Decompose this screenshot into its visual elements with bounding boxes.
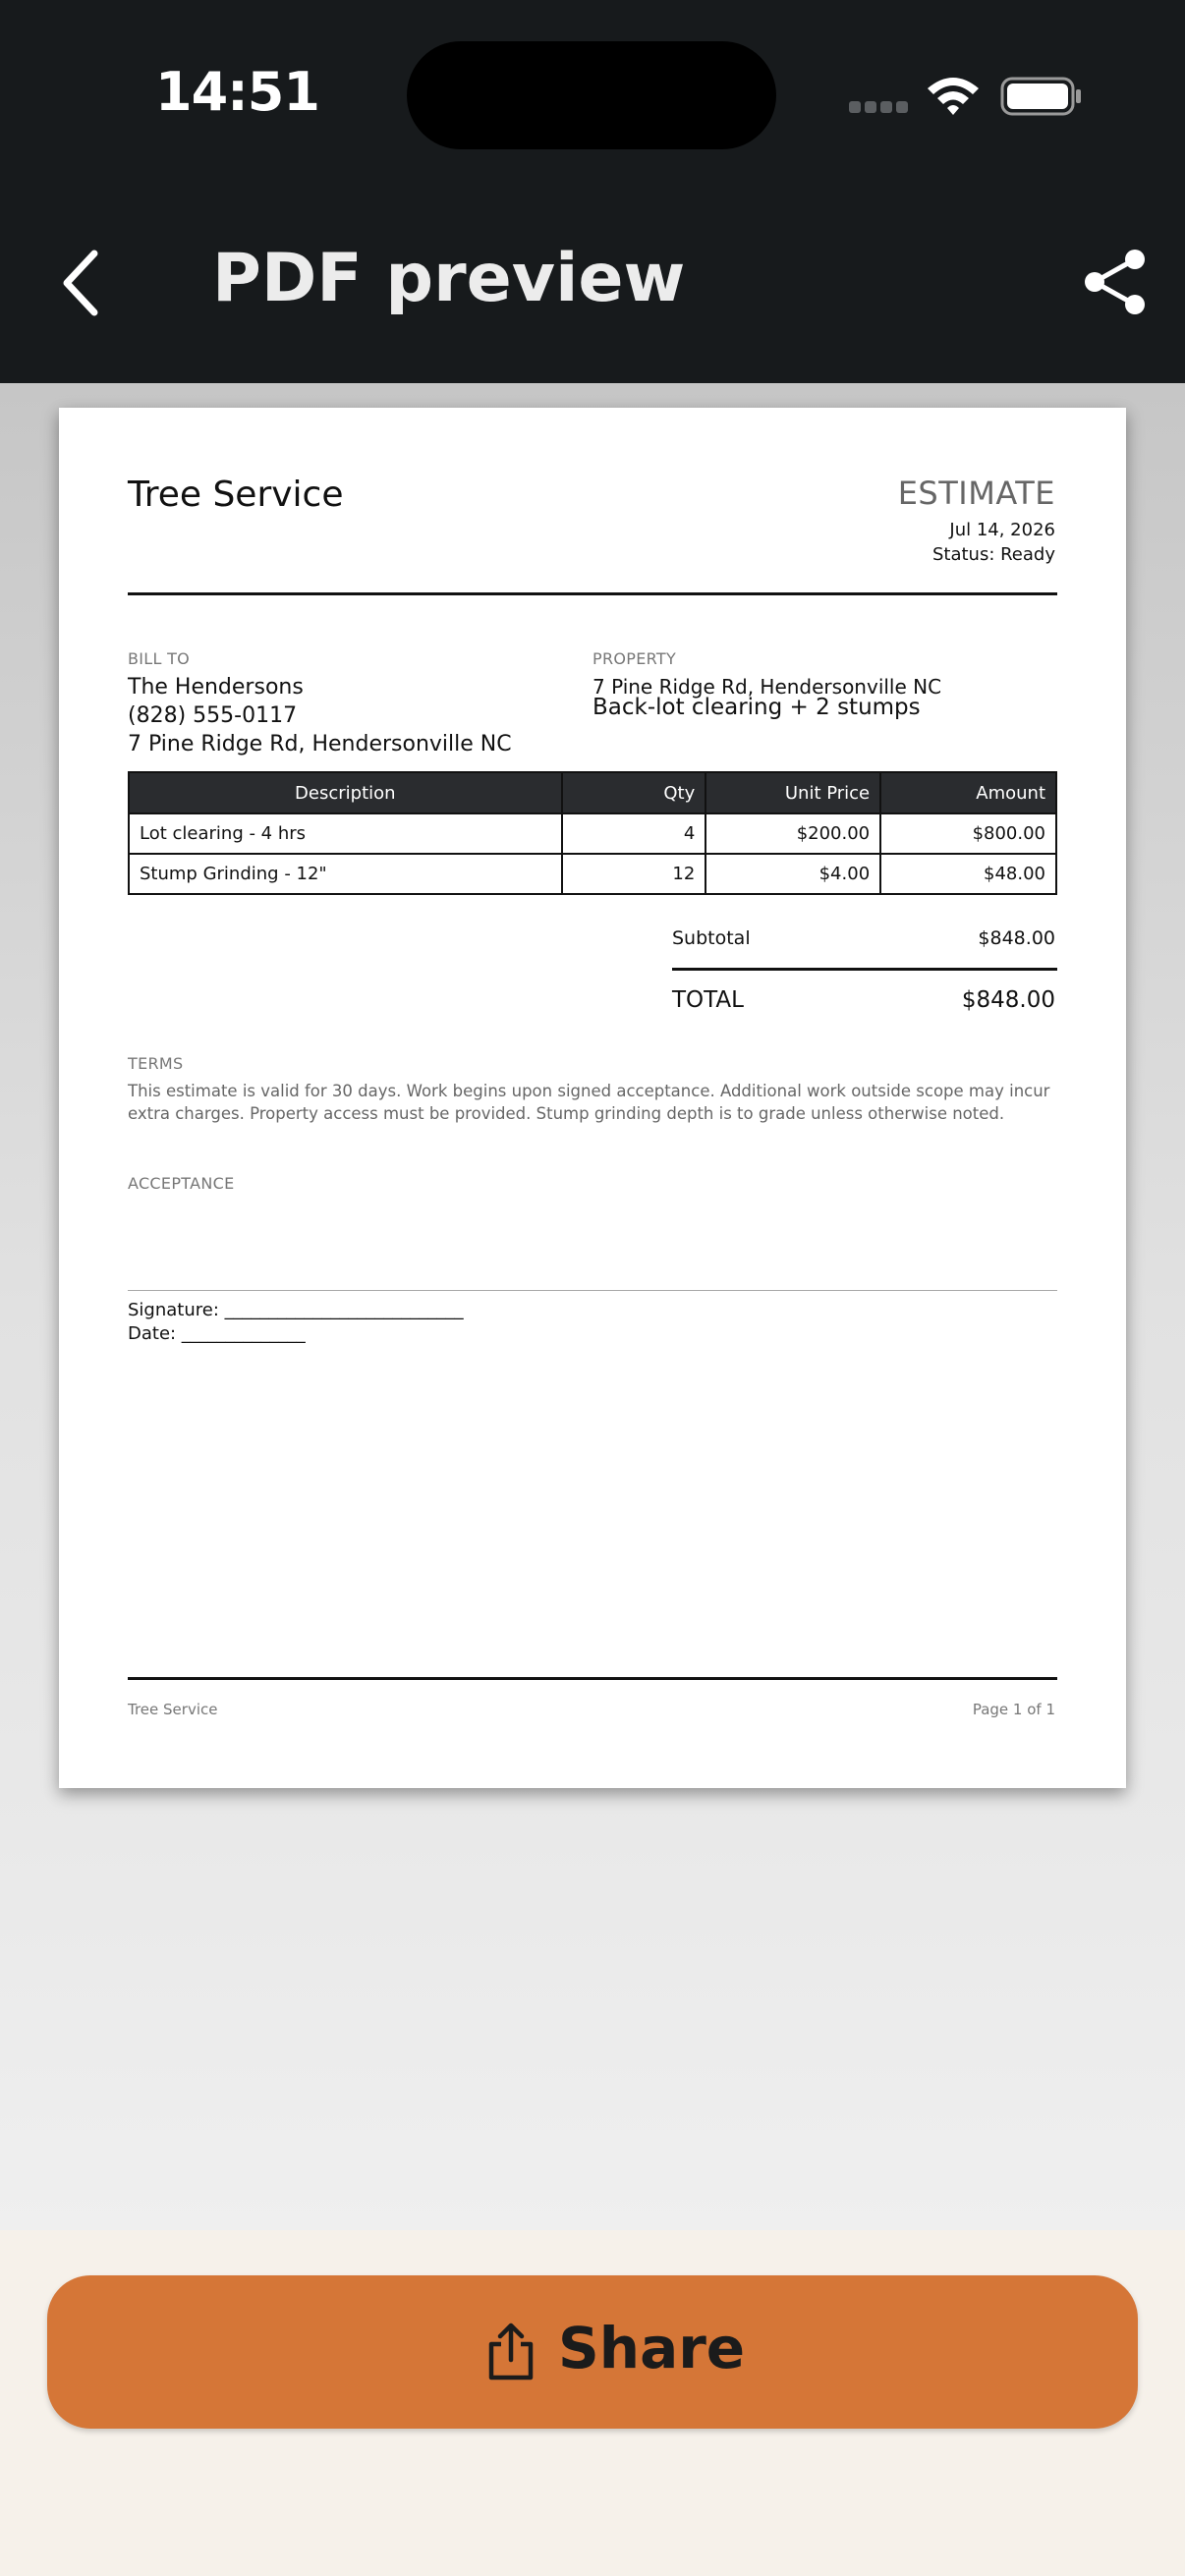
row-unit-price: $200.00 <box>705 813 880 854</box>
row-description: Stump Grinding - 12" <box>129 854 562 894</box>
footer-page-number: Page 1 of 1 <box>972 1701 1055 1718</box>
header-amount: Amount <box>880 772 1056 813</box>
signature-line: Signature: ___________________________ <box>128 1300 464 1320</box>
share-button[interactable] <box>47 2275 1138 2429</box>
row-amount: $800.00 <box>880 813 1056 854</box>
row-qty: 4 <box>562 813 706 854</box>
document-type: ESTIMATE <box>897 475 1055 512</box>
line-items-table <box>128 771 1057 895</box>
table-row <box>129 854 1056 894</box>
battery-icon <box>1000 77 1083 116</box>
acceptance-label: ACCEPTANCE <box>128 1174 235 1193</box>
table-row <box>129 813 1056 854</box>
bottom-action-bar <box>0 2230 1185 2576</box>
dynamic-island <box>407 41 776 149</box>
share-button-label: Share <box>558 2315 746 2381</box>
bill-to-label: BILL TO <box>128 649 191 668</box>
document-status: Status: Ready <box>931 544 1055 565</box>
row-qty: 12 <box>562 854 706 894</box>
total-divider <box>672 968 1057 971</box>
footer-company: Tree Service <box>128 1701 218 1718</box>
footer-divider <box>128 1677 1057 1680</box>
row-amount: $48.00 <box>880 854 1056 894</box>
total-value: $848.00 <box>961 987 1055 1013</box>
share-upload-icon <box>483 2323 538 2381</box>
pdf-page <box>59 408 1126 1788</box>
property-label: PROPERTY <box>592 649 677 668</box>
status-time: 14:51 <box>155 61 319 123</box>
app-header <box>0 0 1185 383</box>
header-qty: Qty <box>562 772 706 813</box>
header-unit-price: Unit Price <box>705 772 880 813</box>
total-label: TOTAL <box>672 987 744 1013</box>
wifi-icon <box>926 75 981 116</box>
acceptance-divider <box>128 1290 1057 1291</box>
bill-to-name: The Hendersons <box>128 675 304 700</box>
property-address: 7 Pine Ridge Rd, Hendersonville NC <box>592 675 942 699</box>
pdf-preview-area[interactable] <box>0 383 1185 2230</box>
table-header-row <box>129 772 1056 813</box>
subtotal-label: Subtotal <box>672 927 751 949</box>
share-icon[interactable] <box>1081 248 1150 316</box>
date-line: Date: ______________ <box>128 1323 306 1344</box>
page-title: PDF preview <box>212 240 686 317</box>
document-date: Jul 14, 2026 <box>949 520 1055 540</box>
bill-to-phone: (828) 555-0117 <box>128 703 298 728</box>
terms-text: This estimate is valid for 30 days. Work begins upon signed acceptance. Additional work outside scope may incur extra charges. Property access must be provided. Stump grinding depth is to grade unless otherwise noted. <box>128 1082 1050 1123</box>
terms-label: TERMS <box>128 1054 184 1073</box>
row-unit-price: $4.00 <box>705 854 880 894</box>
cellular-signal-icon <box>849 101 908 115</box>
row-description: Lot clearing - 4 hrs <box>129 813 562 854</box>
back-button[interactable] <box>57 246 104 320</box>
header-divider <box>128 592 1057 595</box>
document-company: Tree Service <box>128 475 344 515</box>
property-description: Back-lot clearing + 2 stumps <box>592 695 921 720</box>
header-description: Description <box>129 772 562 813</box>
bill-to-address: 7 Pine Ridge Rd, Hendersonville NC <box>128 732 512 756</box>
subtotal-value: $848.00 <box>978 927 1055 949</box>
